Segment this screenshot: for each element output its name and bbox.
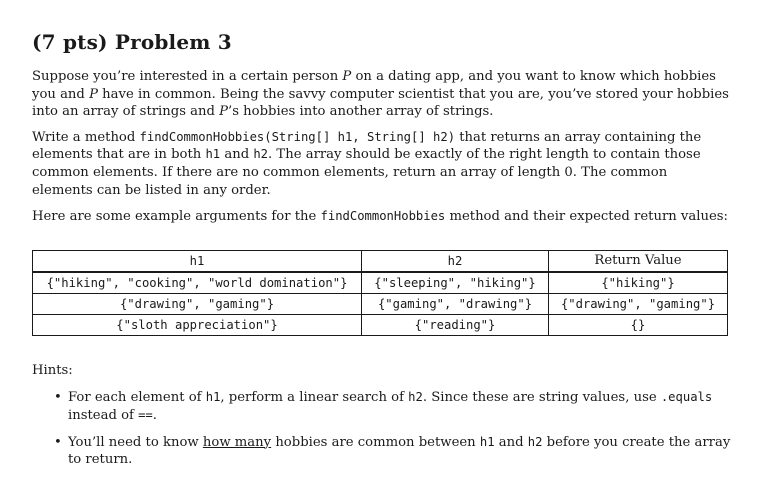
var-p: P	[219, 104, 229, 120]
task-text: . The array should be exactly of the right length to contain those common elements. If there are no common elements, return an array of length 0. The common elements can be listed in any order.	[32, 147, 701, 198]
problem-title: Problem 3	[114, 30, 232, 54]
intro-text: on a dating app, and you want to know which hobbies you and	[32, 69, 716, 102]
code-h2: h2	[527, 434, 543, 449]
examples-text: method and their expected return values:	[445, 209, 728, 225]
table-cell: {"drawing", "gaming"}	[33, 293, 362, 314]
table-row	[33, 314, 728, 335]
code-h2: h2	[253, 147, 269, 162]
hint-item	[54, 389, 732, 424]
intro-text: ’s hobbies into another array of strings.	[228, 104, 494, 120]
var-p: P	[89, 86, 98, 102]
table-cell: {"drawing", "gaming"}	[549, 293, 728, 314]
intro-text: have in common. Being the savvy computer scientist that you are, you’ve stored your hobbies into an array of strings and	[32, 86, 729, 120]
code-h1: h1	[205, 147, 221, 162]
table-cell: {}	[549, 314, 728, 335]
table-row	[33, 272, 728, 294]
intro-paragraph	[32, 68, 732, 121]
method-signature: findCommonHobbies(String[] h1, String[] h2)	[139, 129, 456, 144]
task-paragraph	[32, 129, 732, 199]
table-cell: {"sloth appreciation"}	[33, 314, 362, 335]
hint-text: For each element of	[68, 390, 206, 406]
bullet-icon: •	[54, 434, 62, 450]
task-text: that returns an array containing the elements that are in both	[32, 129, 702, 163]
table-cell: {"gaming", "drawing"}	[362, 293, 549, 314]
hint-text: You’ll need to know	[68, 434, 203, 450]
bullet-icon: •	[54, 390, 62, 406]
task-text: Write a method	[32, 129, 140, 145]
task-text: and	[220, 147, 254, 163]
hint-text: before you create the array to return.	[68, 434, 731, 468]
hints-list	[32, 389, 732, 468]
examples-text: Here are some example arguments for the	[32, 209, 321, 225]
problem-heading	[32, 28, 732, 56]
hint-text: hobbies are common between	[271, 434, 480, 450]
code-h1: h1	[205, 390, 221, 405]
header-return-value: Return Value	[549, 250, 728, 272]
hint-text: . Since these are string values, use	[422, 390, 661, 406]
hint-text: instead of	[68, 407, 139, 423]
table-row	[33, 293, 728, 314]
code-equals: .equals	[660, 390, 713, 405]
table-cell: {"hiking", "cooking", "world domination"}	[33, 272, 362, 294]
code-h2: h2	[408, 390, 423, 405]
problem-page	[32, 28, 732, 478]
code-double-equals: ==	[138, 407, 153, 422]
table-cell: {"sleeping", "hiking"}	[362, 272, 549, 294]
header-h2: h2	[362, 250, 549, 272]
table-header-row	[33, 250, 728, 272]
hints-label: Hints:	[32, 362, 73, 378]
hint-text: .	[152, 407, 157, 423]
method-name: findCommonHobbies	[320, 209, 446, 224]
code-h1: h1	[479, 434, 495, 449]
problem-points: (7 pts)	[32, 30, 108, 54]
hint-item	[54, 434, 732, 469]
table-cell: {"reading"}	[362, 314, 549, 335]
table-cell: {"hiking"}	[549, 272, 728, 294]
underlined-text: how many	[202, 434, 272, 450]
header-h1: h1	[33, 250, 362, 272]
var-p: P	[342, 69, 352, 84]
examples-intro	[32, 208, 732, 226]
intro-text: Suppose you’re interested in a certain person	[32, 69, 343, 84]
examples-table	[32, 250, 728, 336]
hint-text: , perform a linear search of	[220, 390, 409, 406]
hint-text: and	[494, 434, 528, 450]
